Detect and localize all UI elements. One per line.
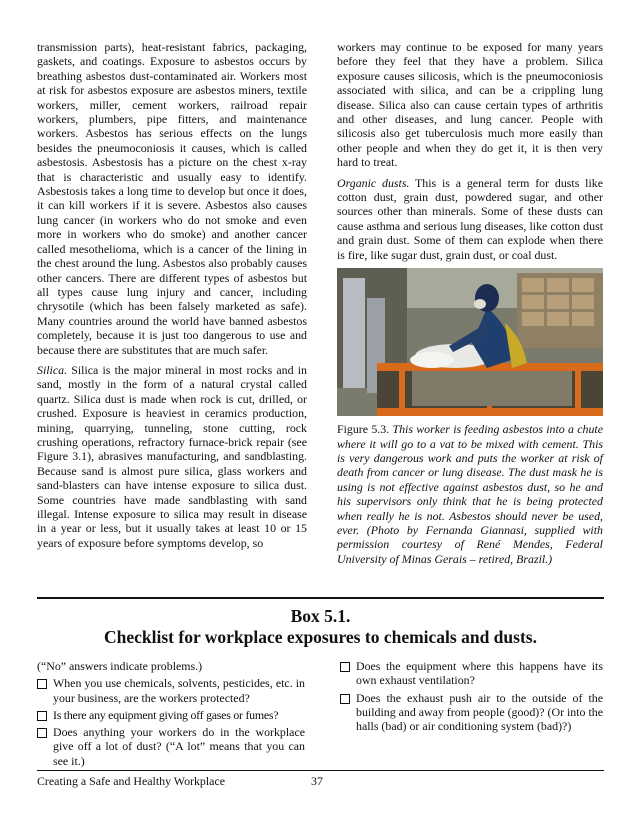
checklist-question: Does the exhaust push air to the outside of the building and away from people (good)? (Or into the halls (bad) or air conditioning system (bad)?) [356,690,603,734]
checkbox[interactable] [37,711,47,721]
checklist-left-column [37,659,305,771]
silica-text: Silica is the major mineral in most rocks and in sand, mostly in the form of a natural crystal called quartz. Silica dust is made when rock is cut, drilled, or crushed. Exposure is heaviest in ceramics production, mining, quarrying, tunneling, stone cutting, rock crushing operations, refractory furnace-brick repair (see Figure 3.1), abrasives manufacturing, and sandblasting. Because sand is almost pure silica, glass workers and sand-blasters can have intense exposure to silica dust. Some countries have made sandblasting with sand illegal. Intense exposure to silica may result in disease in a year or less, but it usually takes at least 10 or 15 years of exposure before symptoms develop, so [37,362,307,550]
checklist-question: When you use chemicals, solvents, pesticides, etc. in your business, are the workers protected? [53,676,305,705]
checkbox[interactable] [37,728,47,738]
checklist-right-column [340,659,603,736]
right-column [337,40,603,572]
checkbox[interactable] [340,662,350,672]
checklist-question: Does the equipment where this happens have its own exhaust ventilation? [356,659,603,688]
organic-dusts-paragraph [337,176,603,262]
box-title: Checklist for workplace exposures to chemicals and dusts. [104,627,537,647]
box-heading [37,606,604,648]
worker-feeding-asbestos-photo [337,268,603,416]
checklist-item [340,659,603,688]
silica-continued-paragraph: workers may continue to be exposed for many years before they feel that they have a problem. Silica exposure causes silicosis, which is the pneumoconiosis associated with silica, and can be a crippling lung disease. Silica also can cause certain types of arthritis and other diseases, and lung cancer. People with silicosis also get tuberculosis much more easily than other people and when they do get it, it is then very hard to treat. [337,40,603,170]
silica-paragraph [37,363,307,550]
checklist-item [37,725,305,768]
footer-title: Creating a Safe and Healthy Workplace [37,774,226,788]
box-number: Box 5.1. [290,606,351,626]
checklist-question: Does anything your workers do in the workplace give off a lot of dust? (“A lot” means that you can see it.) [53,725,305,768]
checkbox[interactable] [37,679,47,689]
footer-rule [37,770,604,771]
silica-heading: Silica. [37,362,68,377]
figure-caption [337,422,603,566]
organic-dusts-heading: Organic dusts. [337,175,410,190]
checklist-item [37,708,305,722]
checklist-note: (“No” answers indicate problems.) [37,659,203,673]
asbestos-paragraph: transmission parts), heat-resistant fabrics, packaging, gaskets, and coatings. Exposure to asbestos occurs by breathing asbestos dust-contaminated air. Workers most at risk for asbestos exposure are asbestos miners, textile workers, miller, cement workers, railroad repair workers, plumbers, pipe fitters, and maintenance workers. Asbestos has serious effects on the lungs besides the pneumoconiosis it causes, which is called asbestosis. Asbestosis has a picture on the chest x-ray that is characteristic and usually easy to identify. Asbestosis takes a long time to develop but once it does, it can kill workers if it is severe. Asbestos also causes lung cancer (in workers who do not smoke and even more in workers who do smoke) and another cancer called mesothelioma, which is a cancer of the lining in the chest around the lung. Asbestos also probably causes other cancers. There are different types of asbestos but all types cause lung injury and cancer, including chrysotile (which has been falsely marketed as safe). Many countries around the world have banned asbestos completely, because it is just too dangerous to use and because there are substitutes that are much safer. [37,40,307,357]
figure-label: Figure 5.3. [337,422,393,437]
checkbox[interactable] [340,694,350,704]
box-top-rule [37,597,604,599]
checklist-item [340,691,603,734]
left-column [37,40,307,556]
page-number: 37 [311,774,323,788]
organic-dusts-text: This is a general term for dusts like cotton dust, grain dust, powdered sugar, and other sources other than minerals. Some of these dusts can cause asthma and serious lung diseases, like cotton dust and grain dust. Some of them can explode when there is fire, like sugar dust, grain dust, or coal dust. [337,175,603,262]
figure-caption-text: This worker is feeding asbestos into a chute where it will go to a vat to be mixed with cement. This is very dangerous work and puts the worker at risk of death from cancer or lung disease. The dust mask he is using is not effective against asbestos dust, so he and his supervisors only think that he is being protected when really he is not. Asbestos should never be used, ever. (Photo by Fernanda Giannasi, supplied with permission courtesy of René Mendes, Federal University of Minas Gerais – retired, Brazil.) [337,422,604,566]
checklist-question: Is there any equipment giving off gases or fumes? [53,707,279,722]
checklist-item [37,676,305,705]
